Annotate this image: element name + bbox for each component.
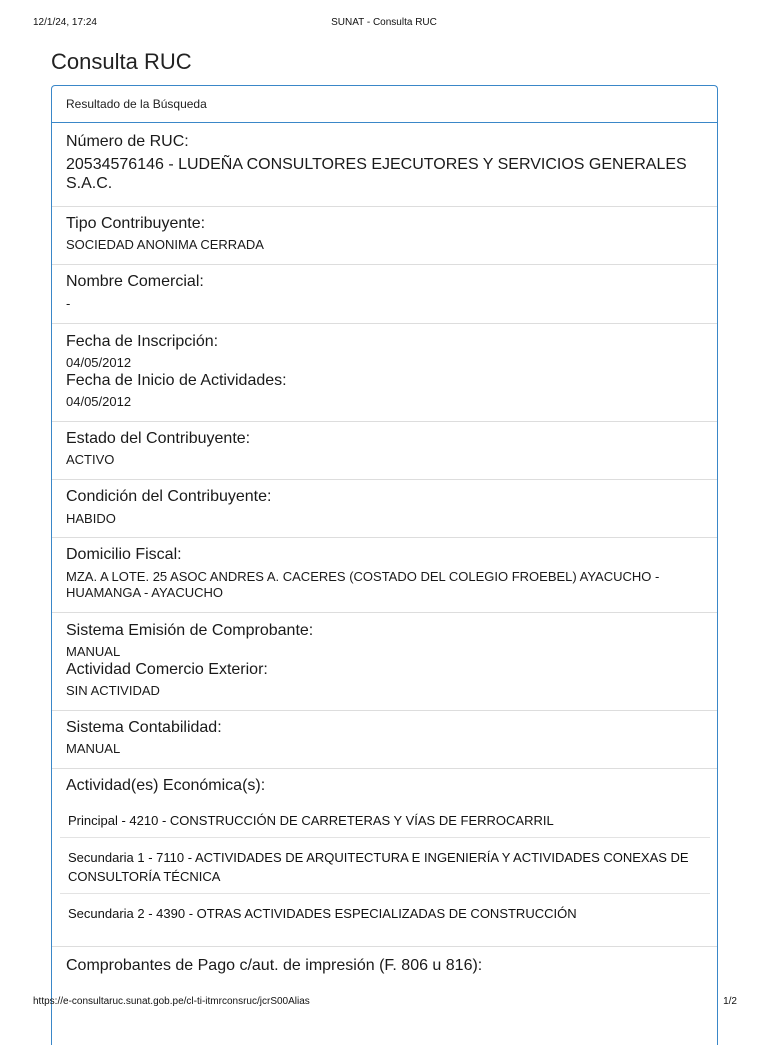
print-datetime: 12/1/24, 17:24 [33,17,97,28]
comprobantes-label: Comprobantes de Pago c/aut. de impresión (F. 806 u 816): [66,957,483,974]
domicilio-label: Domicilio Fiscal: [66,546,182,563]
page-number: 1/2 [723,996,737,1007]
nombre-label: Nombre Comercial: [66,273,204,290]
contabilidad-value: MANUAL [66,741,121,756]
condicion-value: HABIDO [66,511,116,526]
condicion-label: Condición del Contribuyente: [66,488,272,505]
ruc-label: Número de RUC: [66,133,189,150]
page-title: Consulta RUC [51,49,192,74]
print-page-title: SUNAT - Consulta RUC [331,17,437,28]
section-ruc [52,123,717,207]
print-url: https://e-consultaruc.sunat.gob.pe/cl-ti-itmrconsruc/jcrS00Alias [33,996,310,1007]
tipo-label: Tipo Contribuyente: [66,215,206,232]
fecha-inscripcion-value: 04/05/2012 [66,355,132,370]
table-row: Principal - 4210 - CONSTRUCCIÓN DE CARRETERAS Y VÍAS DE FERROCARRIL [60,801,710,838]
domicilio-value: MZA. A LOTE. 25 ASOC ANDRES A. CACERES (COSTADO DEL COLEGIO FROEBEL) AYACUCHO - HUAMANGA - AYACUCHO [66,569,660,600]
estado-label: Estado del Contribuyente: [66,430,251,447]
contabilidad-label: Sistema Contabilidad: [66,719,222,736]
estado-value: ACTIVO [66,452,115,467]
section-comprobantes [52,947,717,975]
nombre-value: - [66,296,71,311]
fecha-inscripcion-label: Fecha de Inscripción: [66,333,219,350]
section-fechas [52,324,717,422]
comercio-exterior-value: SIN ACTIVIDAD [66,683,160,698]
fecha-inicio-value: 04/05/2012 [66,394,132,409]
section-sistema-emision [52,613,717,711]
print-header [0,0,768,40]
section-contabilidad [52,711,717,769]
actividades-label: Actividad(es) Económica(s): [66,777,266,794]
section-domicilio [52,538,717,613]
panel-heading: Resultado de la Búsqueda [52,86,717,123]
sistema-emision-label: Sistema Emisión de Comprobante: [66,622,314,639]
results-panel [51,85,718,1045]
sistema-emision-value: MANUAL [66,644,121,659]
actividades-table [60,801,710,930]
print-footer [0,993,768,1013]
fecha-inicio-label: Fecha de Inicio de Actividades: [66,372,287,389]
tipo-value: SOCIEDAD ANONIMA CERRADA [66,237,264,252]
table-row: Secundaria 1 - 7110 - ACTIVIDADES DE ARQUITECTURA E INGENIERÍA Y ACTIVIDADES CONEXAS DE CONSULTORÍA TÉCNICA [60,838,710,894]
table-row: Secundaria 2 - 4390 - OTRAS ACTIVIDADES ESPECIALIZADAS DE CONSTRUCCIÓN [68,906,577,921]
section-nombre-comercial [52,265,717,324]
comercio-exterior-label: Actividad Comercio Exterior: [66,661,268,678]
section-condicion [52,480,717,538]
section-estado [52,422,717,480]
section-tipo-contribuyente [52,207,717,265]
section-actividades [52,769,717,947]
ruc-value: 20534576146 - LUDEÑA CONSULTORES EJECUTORES Y SERVICIOS GENERALES S.A.C. [66,156,687,192]
